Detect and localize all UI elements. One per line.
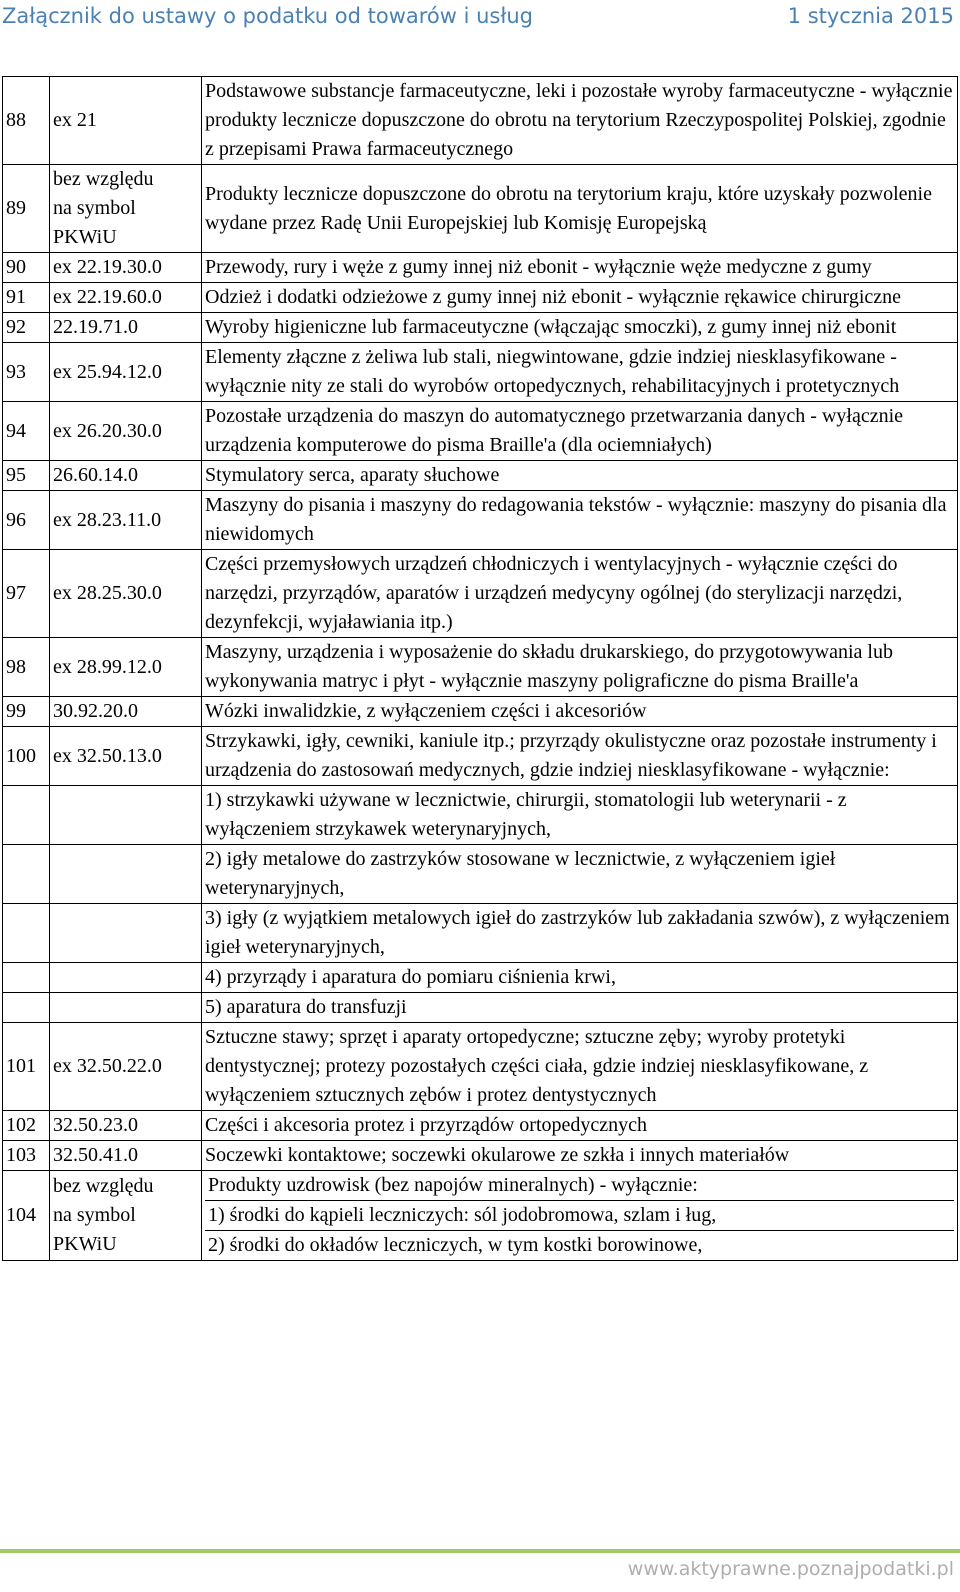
- row-description: Odzież i dodatki odzieżowe z gumy innej niż ebonit - wyłącznie rękawice chirurgiczne: [202, 283, 958, 313]
- table-row: [3, 253, 958, 283]
- description-line: Produkty uzdrowisk (bez napojów mineralnych) - wyłącznie:: [205, 1171, 954, 1201]
- row-number: 103: [3, 1141, 50, 1171]
- table-row: [3, 638, 958, 697]
- row-number: 91: [3, 283, 50, 313]
- row-number: [3, 904, 50, 963]
- row-number: 92: [3, 313, 50, 343]
- row-description: Podstawowe substancje farmaceutyczne, leki i pozostałe wyroby farmaceutyczne - wyłącznie produkty lecznicze dopuszczone do obrotu na terytorium Rzeczypospolitej Polskiej, zgodnie z przepisami Prawa farmaceutycznego: [202, 77, 958, 165]
- row-description: Pozostałe urządzenia do maszyn do automatycznego przetwarzania danych - wyłącznie urządzenia komputerowe do pisma Braille'a (dla ociemniałych): [202, 402, 958, 461]
- row-description: Strzykawki, igły, cewniki, kaniule itp.; przyrządy okulistyczne oraz pozostałe instrumenty i urządzenia do zastosowań medycznych, gdzie indziej niesklasyfikowane - wyłącznie:: [202, 727, 958, 786]
- row-description: Części przemysłowych urządzeń chłodniczych i wentylacyjnych - wyłącznie części do narzędzi, przyrządów, aparatów i urządzeń medycyny ogólnej (do sterylizacji narzędzi, dezynfekcji, wyjaławiania itp.): [202, 550, 958, 638]
- row-description: Wyroby higieniczne lub farmaceutyczne (włączając smoczki), z gumy innej niż ebonit: [202, 313, 958, 343]
- row-number: 97: [3, 550, 50, 638]
- row-description: Produkty lecznicze dopuszczone do obrotu na terytorium kraju, które uzyskały pozwolenie wydane przez Radę Unii Europejskiej lub Komisję Europejską: [202, 165, 958, 253]
- row-description: 1) strzykawki używane w lecznictwie, chirurgii, stomatologii lub weterynarii - z wyłączeniem strzykawek weterynaryjnych,: [202, 786, 958, 845]
- table-row: [3, 550, 958, 638]
- row-description: 4) przyrządy i aparatura do pomiaru ciśnienia krwi,: [202, 963, 958, 993]
- row-number: 90: [3, 253, 50, 283]
- row-code: ex 22.19.30.0: [50, 253, 202, 283]
- row-description: Sztuczne stawy; sprzęt i aparaty ortopedyczne; sztuczne zęby; wyroby protetyki dentystycznej; protezy pozostałych części ciała, gdzie indziej niesklasyfikowane, z wyłączeniem sztucznych zębów i protez dentystycznych: [202, 1023, 958, 1111]
- row-number: [3, 963, 50, 993]
- document-date: 1 stycznia 2015: [787, 4, 954, 28]
- row-code: [50, 904, 202, 963]
- row-code: [50, 845, 202, 904]
- table-row: [3, 697, 958, 727]
- row-code: ex 32.50.22.0: [50, 1023, 202, 1111]
- footer-url: www.aktyprawne.poznajpodatki.pl: [627, 1558, 954, 1580]
- row-number: 89: [3, 165, 50, 253]
- table-row: [3, 727, 958, 786]
- table-row: [3, 1023, 958, 1111]
- row-code: 26.60.14.0: [50, 461, 202, 491]
- row-code: ex 28.25.30.0: [50, 550, 202, 638]
- row-description: Przewody, rury i węże z gumy innej niż ebonit - wyłącznie węże medyczne z gumy: [202, 253, 958, 283]
- row-code: [50, 165, 202, 253]
- row-description: Części i akcesoria protez i przyrządów ortopedycznych: [202, 1111, 958, 1141]
- row-code: ex 26.20.30.0: [50, 402, 202, 461]
- row-code-line: bez względu: [53, 1175, 154, 1197]
- table-row: [3, 283, 958, 313]
- page-header: [0, 0, 960, 40]
- row-number: 95: [3, 461, 50, 491]
- table-row: [3, 77, 958, 165]
- row-description: Soczewki kontaktowe; soczewki okularowe ze szkła i innych materiałów: [202, 1141, 958, 1171]
- row-code: ex 28.23.11.0: [50, 491, 202, 550]
- row-description: Stymulatory serca, aparaty słuchowe: [202, 461, 958, 491]
- row-code: ex 21: [50, 77, 202, 165]
- row-number: 98: [3, 638, 50, 697]
- table-row: [3, 1111, 958, 1141]
- row-code: ex 22.19.60.0: [50, 283, 202, 313]
- goods-table: [2, 76, 958, 1261]
- row-number: 99: [3, 697, 50, 727]
- row-number: 100: [3, 727, 50, 786]
- row-code-line: na symbol: [53, 197, 136, 219]
- description-line: 1) środki do kąpieli leczniczych: sól jodobromowa, szlam i ług,: [205, 1201, 954, 1231]
- row-code: 32.50.23.0: [50, 1111, 202, 1141]
- row-code: [50, 963, 202, 993]
- row-number: 104: [3, 1171, 50, 1261]
- row-code: ex 28.99.12.0: [50, 638, 202, 697]
- table-row: [3, 786, 958, 845]
- row-number: [3, 993, 50, 1023]
- row-code: 30.92.20.0: [50, 697, 202, 727]
- row-number: 93: [3, 343, 50, 402]
- row-description: 5) aparatura do transfuzji: [202, 993, 958, 1023]
- row-number: [3, 786, 50, 845]
- description-subtable: [205, 1171, 954, 1260]
- row-description: [202, 1171, 958, 1261]
- description-line: 2) środki do okładów leczniczych, w tym kostki borowinowe,: [208, 1234, 703, 1256]
- row-description: 2) igły metalowe do zastrzyków stosowane w lecznictwie, z wyłączeniem igieł weterynaryjnych,: [202, 845, 958, 904]
- row-description: Maszyny do pisania i maszyny do redagowania tekstów - wyłącznie: maszyny do pisania dla niewidomych: [202, 491, 958, 550]
- row-code: 22.19.71.0: [50, 313, 202, 343]
- table-row: [3, 993, 958, 1023]
- row-code: [50, 1171, 202, 1261]
- row-code-line: bez względu: [53, 168, 154, 190]
- table-row: [3, 963, 958, 993]
- table-row: [3, 165, 958, 253]
- row-code-line: PKWiU: [53, 1233, 117, 1255]
- row-code: ex 25.94.12.0: [50, 343, 202, 402]
- footer-divider: [0, 1549, 960, 1553]
- table-row: [3, 845, 958, 904]
- row-description: Elementy złączne z żeliwa lub stali, niegwintowane, gdzie indziej niesklasyfikowane - wyłącznie nity ze stali do wyrobów ortopedycznych, rehabilitacyjnych i protetycznych: [202, 343, 958, 402]
- row-description: Maszyny, urządzenia i wyposażenie do składu drukarskiego, do przygotowywania lub wykonywania matryc i płyt - wyłącznie maszyny poligraficzne do pisma Braille'a: [202, 638, 958, 697]
- table-row: [3, 1171, 958, 1261]
- row-code: 32.50.41.0: [50, 1141, 202, 1171]
- row-number: [3, 845, 50, 904]
- table-row: [3, 402, 958, 461]
- row-code-line: PKWiU: [53, 226, 117, 248]
- row-number: 96: [3, 491, 50, 550]
- row-code: [50, 993, 202, 1023]
- table-row: [3, 491, 958, 550]
- table-row: [3, 904, 958, 963]
- row-number: 101: [3, 1023, 50, 1111]
- row-code-line: na symbol: [53, 1204, 136, 1226]
- row-code: [50, 786, 202, 845]
- table-row: [3, 1141, 958, 1171]
- row-number: 94: [3, 402, 50, 461]
- document-title: Załącznik do ustawy o podatku od towarów i usług: [2, 4, 533, 28]
- table-row: [3, 461, 958, 491]
- table-row: [3, 313, 958, 343]
- row-number: 88: [3, 77, 50, 165]
- row-number: 102: [3, 1111, 50, 1141]
- table-row: [3, 343, 958, 402]
- row-description: Wózki inwalidzkie, z wyłączeniem części i akcesoriów: [202, 697, 958, 727]
- row-description: 3) igły (z wyjątkiem metalowych igieł do zastrzyków lub zakładania szwów), z wyłączeniem igieł weterynaryjnych,: [202, 904, 958, 963]
- row-code: ex 32.50.13.0: [50, 727, 202, 786]
